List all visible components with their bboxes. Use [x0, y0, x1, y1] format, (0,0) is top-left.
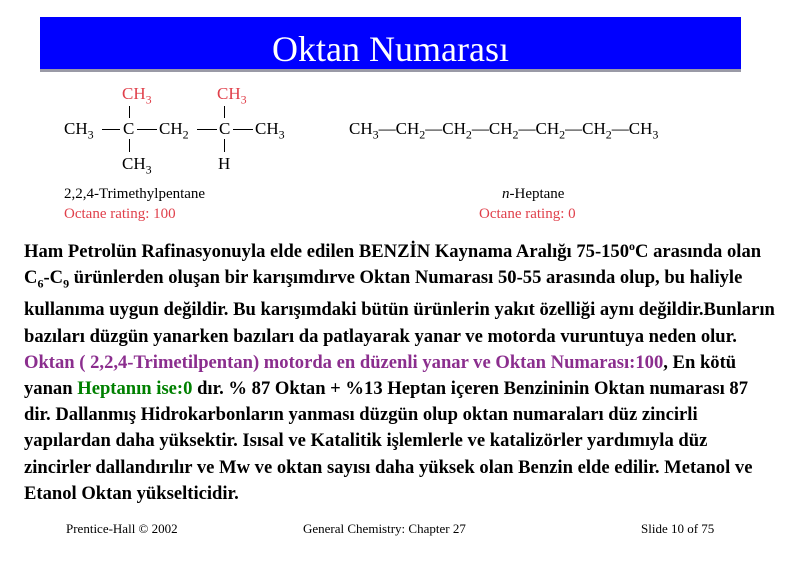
bottom-methyl: $CH_3$ — [122, 154, 152, 177]
title-bar — [40, 17, 741, 72]
chain-ch2: $CH_2$ — [159, 119, 189, 142]
structure-name-heptane: n-Heptane — [502, 186, 565, 202]
bond-line — [233, 129, 253, 130]
bond-line — [129, 139, 130, 152]
bond-line — [224, 106, 225, 118]
footer-publisher: Prentice-Hall © 2002 — [66, 521, 178, 536]
footer-slide-number: Slide 10 of 75 — [641, 521, 715, 536]
heptane-formula: $CH_3—CH_2—CH_2—CH_2—CH_2—CH_2—CH_3$ — [349, 119, 659, 142]
chain-ch3-right: $CH_3$ — [255, 119, 285, 142]
bond-line — [129, 106, 130, 118]
bond-line — [224, 139, 225, 152]
bottom-hydrogen: H — [218, 154, 231, 173]
bond-line — [137, 129, 157, 130]
bond-line — [197, 129, 217, 130]
top-methyl-1: $CH_3$ — [122, 84, 152, 107]
chain-c2: C — [123, 119, 135, 138]
octane-highlight: Oktan ( 2,2,4-Trimetilpentan) motorda en düzenli yanar ve Oktan Numarası:100 — [24, 351, 664, 373]
chain-c4: C — [219, 119, 231, 138]
chain-ch3-left: $CH_3$ — [64, 119, 94, 142]
structure-name-trimethylpentane: 2,2,4-Trimethylpentane — [64, 186, 206, 202]
bond-line — [102, 129, 120, 130]
octane-rating-100: Octane rating: 100 — [64, 206, 176, 222]
slide-title: Oktan Numarası — [272, 29, 509, 69]
top-methyl-2: $CH_3$ — [217, 84, 247, 107]
octane-rating-0: Octane rating: 0 — [479, 206, 576, 222]
footer-chapter: General Chemistry: Chapter 27 — [303, 521, 466, 536]
heptane-highlight: Heptanın ise:0 — [77, 377, 193, 399]
body-paragraph: Ham Petrolün Rafinasyonuyla elde edilen BENZİN Kaynama Aralığı 75-150$^o$C arasında olan $C_6-C_9$ ürünlerden oluşan bir karışımdırve Oktan Numarası 50-55 arasında olup, bu haliyle kullanıma uygun değildir. Bu karışımdaki bütün ürünlerin yakıt özelliği aynı değildir.Bunların bazıları düzgün yanarken bazıları da patlayarak yanar ve motorda vuruntuya neden olur. Oktan ( 2,2,4-Trimetilpentan) motorda en düzenli yanar ve Oktan Numarası:100, En kötü yanan Heptanın ise:0 dır. % 87 Oktan + %13 Heptan içeren Benzininin Oktan numarası 87 dir. Dallanmış Hidrokarbonların yanması düzgün olup oktan numaraları düz zincirli yapılardan daha yüksektir. Isısal ve Katalitik işlemlerle ve katalizörler yardımıyla düz zincirler dallandırılır ve Mw ve oktan sayısı daha yüksek olan Benzin elde edilir. Metanol ve Etanol Oktan yükselticidir. — [24, 239, 775, 504]
